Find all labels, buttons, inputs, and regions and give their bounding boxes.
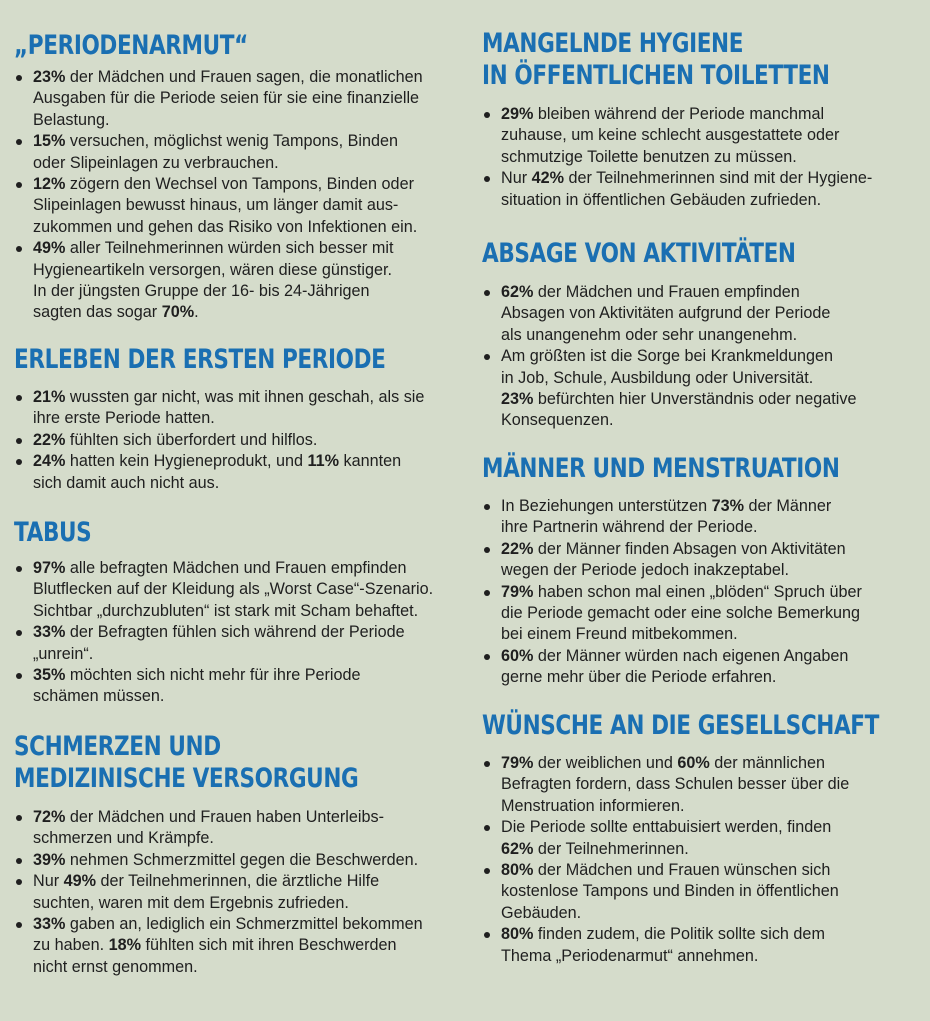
- bullet-list: [14, 807, 464, 978]
- section-erste-periode: [14, 344, 464, 494]
- bullet-list: [482, 753, 922, 967]
- bullet-item: [14, 131, 464, 174]
- bullet-line: Thema „Periodenarmut“ annehmen.: [501, 946, 759, 965]
- bullet-line: 80% finden zudem, die Politik sollte sich dem: [501, 925, 825, 944]
- bullet-item: [14, 174, 464, 238]
- bullet-line: suchten, waren mit dem Ergebnis zufrieden.: [33, 893, 349, 912]
- percentage-value: 29%: [501, 105, 534, 123]
- heading-line: IN ÖFFENTLICHEN TOILETTEN: [482, 60, 830, 91]
- bullet-line: 62% der Mädchen und Frauen empfinden: [501, 283, 800, 301]
- bullet-line: sich damit auch nicht aus.: [33, 473, 220, 492]
- bullet-item: [14, 622, 464, 665]
- bullet-line: gerne mehr über die Periode erfahren.: [501, 668, 777, 687]
- percentage-value: 23%: [33, 68, 66, 86]
- bullet-line: zuhause, um keine schlecht ausgestattete oder: [501, 126, 840, 145]
- bullet-line: Nur 42% der Teilnehmerinnen sind mit der Hygiene-: [501, 169, 873, 188]
- percentage-value: 80%: [501, 925, 534, 944]
- heading-line: SCHMERZEN UND: [14, 731, 221, 762]
- bullet-item: [482, 860, 922, 924]
- section-schmerzen: [14, 731, 464, 978]
- bullet-item: [482, 753, 922, 817]
- bullet-line: zu haben. 18% fühlten sich mit ihren Beschwerden: [33, 936, 397, 955]
- bullet-line: die Periode gemacht oder eine solche Bemerkung: [501, 604, 861, 623]
- percentage-value: 60%: [501, 646, 534, 665]
- bullet-line: Konsequenzen.: [501, 411, 614, 430]
- bullet-line: Am größten ist die Sorge bei Krankmeldungen: [501, 347, 834, 366]
- bullet-item: [482, 924, 922, 967]
- bullet-line: schmutzige Toilette benutzen zu müssen.: [501, 147, 797, 166]
- bullet-line: ihre Partnerin während der Periode.: [501, 518, 758, 537]
- bullet-line: In Beziehungen unterstützen 73% der Männer: [501, 497, 832, 515]
- bullet-item: [482, 646, 922, 689]
- heading-line: ABSAGE VON AKTIVITÄTEN: [482, 238, 796, 269]
- bullet-line: 49% aller Teilnehmerinnen würden sich besser mit: [33, 239, 394, 258]
- bullet-item: [482, 817, 922, 860]
- section-hygiene: [482, 28, 922, 211]
- bullet-list: [14, 67, 464, 324]
- bullet-line: 62% der Teilnehmerinnen.: [501, 839, 689, 858]
- bullet-line: schämen müssen.: [33, 687, 165, 706]
- bullet-item: [14, 914, 464, 978]
- bullet-line: bei einem Freund mitbekommen.: [501, 625, 738, 644]
- bullet-line: ihre erste Periode hatten.: [33, 409, 215, 428]
- bullet-line: 97% alle befragten Mädchen und Frauen empfinden: [33, 559, 407, 577]
- bullet-list: [14, 558, 464, 708]
- bullet-item: [482, 346, 922, 432]
- percentage-value: 97%: [33, 559, 66, 577]
- bullet-line: In der jüngsten Gruppe der 16- bis 24-Jährigen: [33, 282, 370, 301]
- bullet-list: [14, 387, 464, 494]
- bullet-line: schmerzen und Krämpfe.: [33, 829, 214, 848]
- section-aktivitaeten: [482, 238, 922, 432]
- section-heading: [14, 344, 386, 376]
- bullet-line: 60% der Männer würden nach eigenen Angaben: [501, 646, 849, 665]
- section-heading: [14, 30, 374, 62]
- bullet-line: Befragten fordern, dass Schulen besser über die: [501, 775, 850, 794]
- percentage-value: 49%: [63, 872, 96, 891]
- section-tabus: [14, 517, 464, 708]
- bullet-line: 35% möchten sich nicht mehr für ihre Periode: [33, 666, 361, 685]
- heading-line: TABUS: [14, 517, 92, 548]
- bullet-line: 29% bleiben während der Periode manchmal: [501, 105, 825, 123]
- bullet-line: zukommen und gehen das Risiko von Infektionen ein.: [33, 217, 418, 236]
- bullet-item: [482, 104, 922, 168]
- section-maenner: [482, 453, 922, 689]
- bullet-item: [14, 67, 464, 131]
- bullet-item: [14, 871, 464, 914]
- percentage-value: 42%: [531, 169, 564, 188]
- section-heading: [482, 28, 834, 92]
- percentage-value: 18%: [108, 936, 142, 955]
- bullet-line: 23% der Mädchen und Frauen sagen, die monatlichen: [33, 68, 423, 86]
- bullet-line: 79% haben schon mal einen „blöden“ Spruch über: [501, 582, 862, 601]
- bullet-line: Nur 49% der Teilnehmerinnen, die ärztliche Hilfe: [33, 872, 380, 891]
- bullet-line: nicht ernst genommen.: [33, 957, 198, 976]
- bullet-line: Absagen von Aktivitäten aufgrund der Periode: [501, 304, 831, 323]
- bullet-line: Sichtbar „durchzubluten“ ist stark mit Scham behaftet.: [33, 601, 419, 620]
- percentage-value: 79%: [501, 754, 534, 772]
- bullet-line: 24% hatten kein Hygieneprodukt, und 11% kannten: [33, 452, 402, 471]
- percentage-value: 33%: [33, 915, 66, 934]
- percentage-value: 35%: [33, 666, 66, 685]
- bullet-line: 21% wussten gar nicht, was mit ihnen geschah, als sie: [33, 388, 425, 406]
- bullet-line: 79% der weiblichen und 60% der männlichen: [501, 754, 825, 772]
- heading-line: ERLEBEN DER ERSTEN PERIODE: [14, 344, 386, 375]
- percentage-value: 62%: [501, 839, 534, 858]
- bullet-item: [14, 238, 464, 324]
- bullet-item: [14, 807, 464, 850]
- bullet-list: [482, 496, 922, 689]
- bullet-line: Slipeinlagen bewusst hinaus, um länger damit aus-: [33, 196, 399, 215]
- percentage-value: 73%: [711, 497, 744, 515]
- bullet-line: Ausgaben für die Periode seien für sie eine finanzielle: [33, 89, 420, 108]
- bullet-line: wegen der Periode jedoch inakzeptabel.: [501, 561, 789, 580]
- bullet-item: [482, 539, 922, 582]
- percentage-value: 80%: [501, 861, 534, 880]
- bullet-line: „unrein“.: [33, 644, 94, 663]
- percentage-value: 21%: [33, 388, 66, 406]
- section-heading: [482, 453, 840, 485]
- bullet-line: 15% versuchen, möglichst wenig Tampons, Binden: [33, 132, 399, 151]
- heading-line: „PERIODENARMUT“: [14, 30, 248, 61]
- bullet-line: 33% gaben an, lediglich ein Schmerzmittel bekommen: [33, 915, 423, 934]
- percentage-value: 11%: [307, 452, 339, 471]
- percentage-value: 62%: [501, 283, 534, 301]
- percentage-value: 72%: [33, 808, 66, 826]
- bullet-item: [14, 451, 464, 494]
- bullet-line: sagten das sogar 70%.: [33, 303, 199, 322]
- bullet-line: Gebäuden.: [501, 903, 582, 922]
- bullet-line: 22% fühlten sich überfordert und hilflos.: [33, 430, 318, 449]
- bullet-line: in Job, Schule, Ausbildung oder Universität.: [501, 368, 814, 387]
- bullet-line: 12% zögern den Wechsel von Tampons, Binden oder: [33, 175, 414, 194]
- bullet-line: Menstruation informieren.: [501, 796, 685, 815]
- percentage-value: 12%: [33, 175, 66, 194]
- section-periodenarmut: [14, 30, 464, 324]
- percentage-value: 60%: [677, 754, 710, 772]
- bullet-list: [482, 282, 922, 432]
- bullet-line: 23% befürchten hier Unverständnis oder negative: [501, 390, 857, 409]
- percentage-value: 15%: [33, 132, 66, 151]
- bullet-item: [482, 582, 922, 646]
- bullet-item: [482, 496, 922, 539]
- percentage-value: 33%: [33, 623, 66, 642]
- bullet-line: oder Slipeinlagen zu verbrauchen.: [33, 153, 279, 172]
- bullet-item: [14, 665, 464, 708]
- bullet-line: Hygieneartikeln versorgen, wären diese günstiger.: [33, 260, 393, 279]
- bullet-line: situation in öffentlichen Gebäuden zufrieden.: [501, 190, 822, 209]
- heading-line: MÄNNER UND MENSTRUATION: [482, 453, 840, 484]
- percentage-value: 23%: [501, 390, 534, 409]
- bullet-item: [14, 850, 464, 871]
- bullet-item: [14, 430, 464, 451]
- bullet-item: [482, 168, 922, 211]
- percentage-value: 79%: [501, 582, 534, 601]
- percentage-value: 39%: [33, 850, 66, 869]
- bullet-line: Blutflecken auf der Kleidung als „Worst Case“-Szenario.: [33, 580, 434, 599]
- percentage-value: 24%: [33, 452, 66, 471]
- bullet-item: [14, 387, 464, 430]
- bullet-line: Belastung.: [33, 110, 110, 129]
- percentage-value: 22%: [33, 430, 66, 449]
- heading-line: WÜNSCHE AN DIE GESELLSCHAFT: [482, 710, 879, 741]
- heading-line: MANGELNDE HYGIENE: [482, 28, 744, 59]
- percentage-value: 70%: [161, 303, 195, 322]
- bullet-line: 39% nehmen Schmerzmittel gegen die Beschwerden.: [33, 850, 419, 869]
- percentage-value: 22%: [501, 539, 534, 558]
- bullet-item: [14, 558, 464, 622]
- section-heading: [14, 517, 374, 549]
- bullet-line: 80% der Mädchen und Frauen wünschen sich: [501, 861, 831, 880]
- bullet-item: [482, 282, 922, 346]
- section-wuensche: [482, 710, 922, 967]
- bullet-list: [482, 104, 922, 211]
- bullet-line: 72% der Mädchen und Frauen haben Unterleibs-: [33, 808, 384, 826]
- heading-line: MEDIZINISCHE VERSORGUNG: [14, 763, 359, 794]
- bullet-line: 22% der Männer finden Absagen von Aktivitäten: [501, 539, 846, 558]
- section-heading: [482, 710, 879, 742]
- bullet-line: Die Periode sollte enttabuisiert werden, finden: [501, 818, 832, 837]
- percentage-value: 49%: [33, 239, 66, 258]
- section-heading: [14, 731, 374, 795]
- section-heading: [482, 238, 834, 270]
- bullet-line: als unangenehm oder sehr unangenehm.: [501, 325, 798, 344]
- bullet-line: kostenlose Tampons und Binden in öffentlichen: [501, 882, 839, 901]
- bullet-line: 33% der Befragten fühlen sich während der Periode: [33, 623, 405, 642]
